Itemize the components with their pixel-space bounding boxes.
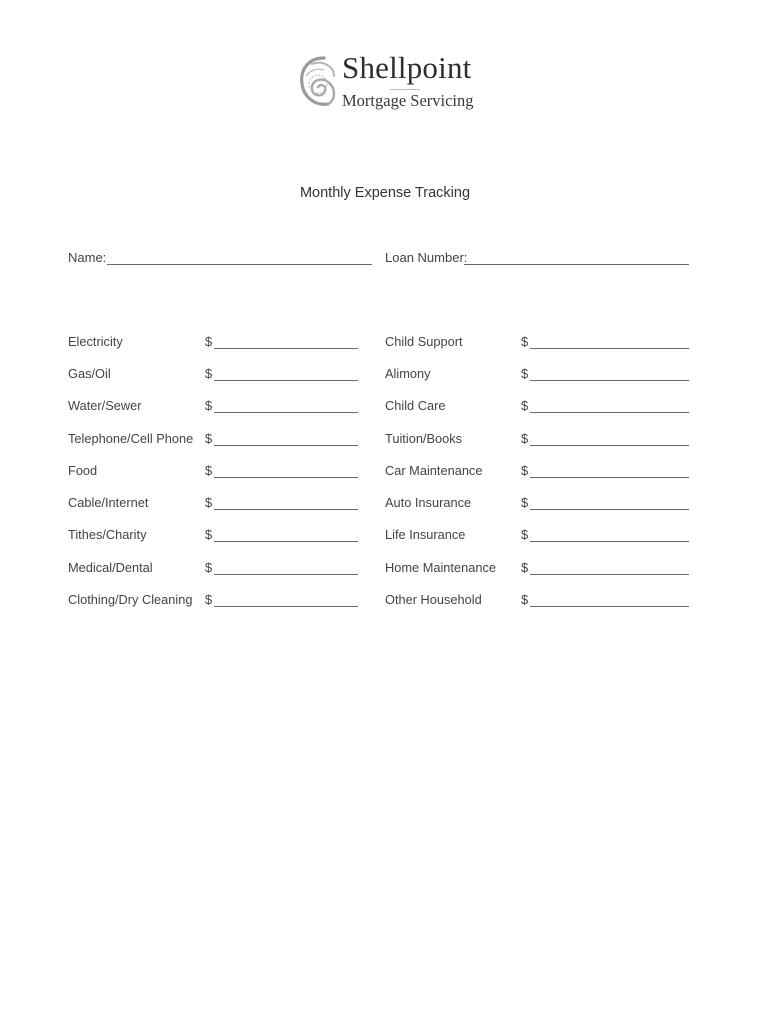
expense-label: Tuition/Books — [385, 431, 463, 446]
dollar-sign: $ — [205, 398, 213, 413]
dollar-sign: $ — [205, 334, 213, 349]
name-label: Name: — [68, 250, 107, 265]
expense-label: Car Maintenance — [385, 463, 483, 478]
expense-amount-line[interactable] — [214, 541, 358, 542]
expense-amount-line[interactable] — [530, 574, 689, 575]
dollar-sign: $ — [205, 560, 213, 575]
expense-amount-line[interactable] — [530, 380, 689, 381]
expense-amount-line[interactable] — [530, 541, 689, 542]
expense-row — [68, 592, 360, 608]
expense-amount-line[interactable] — [530, 348, 689, 349]
dollar-sign: $ — [521, 527, 529, 542]
expense-label: Tithes/Charity — [68, 527, 147, 542]
expense-label: Life Insurance — [385, 527, 466, 542]
name-input-line[interactable] — [107, 264, 372, 265]
name-field — [68, 250, 373, 266]
dollar-sign: $ — [205, 592, 213, 607]
spiral-shell-icon — [298, 54, 338, 110]
expense-amount-line[interactable] — [530, 477, 689, 478]
expense-amount-line[interactable] — [214, 574, 358, 575]
logo-divider — [390, 89, 420, 90]
expense-label: Telephone/Cell Phone — [68, 431, 194, 446]
expense-label: Electricity — [68, 334, 123, 349]
expense-amount-line[interactable] — [214, 606, 358, 607]
expense-row — [385, 366, 691, 382]
expense-label: Other Household — [385, 592, 482, 607]
dollar-sign: $ — [521, 431, 529, 446]
dollar-sign: $ — [521, 398, 529, 413]
expense-row — [68, 431, 360, 447]
shellpoint-logo — [298, 52, 478, 114]
expense-row — [68, 334, 360, 350]
expense-row — [68, 398, 360, 414]
expense-amount-line[interactable] — [530, 445, 689, 446]
logo-wordmark: Shellpoint — [342, 50, 472, 85]
expense-row — [385, 334, 691, 350]
expense-amount-line[interactable] — [214, 348, 358, 349]
expense-label: Cable/Internet — [68, 495, 149, 510]
expense-label: Child Care — [385, 398, 446, 413]
expense-label: Water/Sewer — [68, 398, 142, 413]
expense-label: Clothing/Dry Cleaning — [68, 592, 193, 607]
dollar-sign: $ — [521, 495, 529, 510]
dollar-sign: $ — [521, 334, 529, 349]
expense-row — [68, 527, 360, 543]
expense-label: Gas/Oil — [68, 366, 111, 381]
document-title: Monthly Expense Tracking — [299, 185, 471, 201]
dollar-sign: $ — [521, 592, 529, 607]
expense-amount-line[interactable] — [530, 509, 689, 510]
dollar-sign: $ — [205, 366, 213, 381]
expense-label: Medical/Dental — [68, 560, 153, 575]
expense-row — [385, 592, 691, 608]
dollar-sign: $ — [521, 463, 529, 478]
logo-subtitle: Mortgage Servicing — [342, 91, 474, 110]
loan-number-input-line[interactable] — [464, 264, 689, 265]
expense-amount-line[interactable] — [214, 477, 358, 478]
expense-label: Home Maintenance — [385, 560, 496, 575]
expense-row — [385, 560, 691, 576]
expense-amount-line[interactable] — [214, 412, 358, 413]
expense-row — [68, 366, 360, 382]
dollar-sign: $ — [205, 431, 213, 446]
expense-label: Alimony — [385, 366, 431, 381]
expense-label: Food — [68, 463, 98, 478]
expense-amount-line[interactable] — [214, 380, 358, 381]
expense-label: Auto Insurance — [385, 495, 472, 510]
expense-row — [385, 398, 691, 414]
expense-row — [68, 560, 360, 576]
dollar-sign: $ — [521, 366, 529, 381]
dollar-sign: $ — [521, 560, 529, 575]
expense-row — [385, 527, 691, 543]
dollar-sign: $ — [205, 463, 213, 478]
expense-row — [385, 463, 691, 479]
expense-amount-line[interactable] — [530, 606, 689, 607]
dollar-sign: $ — [205, 527, 213, 542]
expense-amount-line[interactable] — [214, 445, 358, 446]
expense-amount-line[interactable] — [214, 509, 358, 510]
loan-number-field — [385, 250, 690, 266]
expense-amount-line[interactable] — [530, 412, 689, 413]
expense-row — [68, 463, 360, 479]
expense-row — [385, 431, 691, 447]
expense-label: Child Support — [385, 334, 463, 349]
loan-number-label: Loan Number: — [385, 250, 468, 265]
dollar-sign: $ — [205, 495, 213, 510]
expense-row — [68, 495, 360, 511]
expense-row — [385, 495, 691, 511]
